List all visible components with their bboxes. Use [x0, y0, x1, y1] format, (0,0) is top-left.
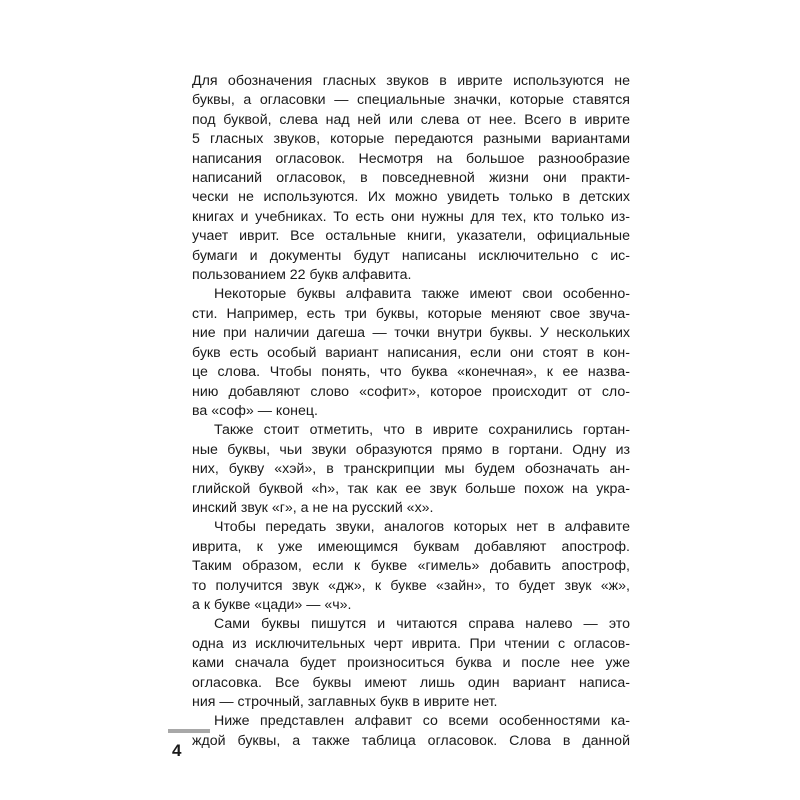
text-line: ние при наличии дагеша — точки внутри буквы. У нескольких	[192, 325, 630, 342]
text-line: Таким образом, если к букве «гимель» добавить апостроф,	[192, 558, 630, 575]
text-line: написаний огласовок, в повседневной жизни они практи-	[192, 170, 630, 187]
text-line: Для обозначения гласных звуков в иврите используются не	[192, 73, 630, 89]
footer-rule	[168, 729, 210, 733]
text-line: бумаги и документы будут написаны исключительно с ис-	[192, 247, 630, 264]
text-line: них, букву «хэй», в транскрипции мы будем обозначать ан-	[192, 461, 630, 478]
paragraph	[192, 421, 630, 518]
text-line: ные буквы, чьи звуки образуются прямо в гортани. Одну из	[192, 441, 630, 458]
text-line: сти. Например, есть три буквы, которые меняют свое звуча-	[192, 305, 630, 322]
text-line: глийской буквой «h», так как ее звук больше похож на укра-	[192, 480, 630, 497]
text-line: ния — строчный, заглавных букв в иврите нет.	[192, 694, 498, 710]
text-line: 5 гласных звуков, которые передаются разными вариантами	[192, 131, 630, 148]
paragraph	[192, 72, 630, 285]
text-line: ждой буквы, а также таблица огласовок. Слова в данной	[192, 732, 630, 749]
text-line: букв есть особый вариант написания, если они стоят в кон-	[192, 344, 630, 361]
paragraph	[192, 615, 630, 712]
text-line: Сами буквы пишутся и читаются справа налево — это	[214, 616, 630, 633]
paragraph	[192, 518, 630, 615]
text-line: Чтобы передать звуки, аналогов которых нет в алфавите	[214, 519, 630, 536]
text-line: учает иврит. Все остальные книги, указатели, официальные	[192, 228, 630, 245]
page-number: 4	[172, 741, 182, 760]
text-line: под буквой, слева над ней или слева от нее. Всего в иврите	[192, 111, 630, 128]
text-line: книгах и учебниках. То есть они нужны для тех, кто только из-	[192, 208, 630, 225]
paragraph	[192, 285, 630, 421]
text-line: нию добавляют слово «софит», которое происходит от сло-	[192, 383, 630, 400]
text-line: буквы, а огласовки — специальные значки, которые ставятся	[192, 92, 630, 109]
text-line: иврита, к уже имеющимся буквам добавляют апостроф.	[192, 538, 630, 555]
text-line: чески не используются. Их можно увидеть только в детских	[192, 189, 630, 206]
text-line: це слова. Чтобы понять, что буква «конечная», к ее назва-	[192, 364, 630, 381]
text-line: пользованием 22 букв алфавита.	[192, 267, 412, 284]
text-line: огласовка. Все буквы имеют лишь один вариант написа-	[192, 674, 630, 691]
text-line: ва «соф» — конец.	[192, 402, 318, 419]
page-body-text	[192, 72, 630, 751]
text-line: Ниже представлен алфавит со всеми особенностями ка-	[214, 713, 630, 730]
paragraph	[192, 712, 630, 751]
text-line: ками сначала будет произноситься буква и после нее уже	[192, 655, 630, 672]
text-line: Также стоит отметить, что в иврите сохранились гортан-	[214, 422, 630, 439]
text-line: одна из исключительных черт иврита. При чтении с огласов-	[192, 635, 630, 652]
text-line: Некоторые буквы алфавита также имеют свои особенно-	[214, 286, 630, 303]
text-line: инский звук «г», а не на русский «х».	[192, 499, 434, 516]
text-line: а к букве «цади» — «ч».	[192, 596, 352, 613]
text-line: написания огласовок. Несмотря на большое разнообразие	[192, 150, 630, 167]
text-line: то получится звук «дж», к букве «зайн», то будет звук «ж»,	[192, 577, 630, 594]
